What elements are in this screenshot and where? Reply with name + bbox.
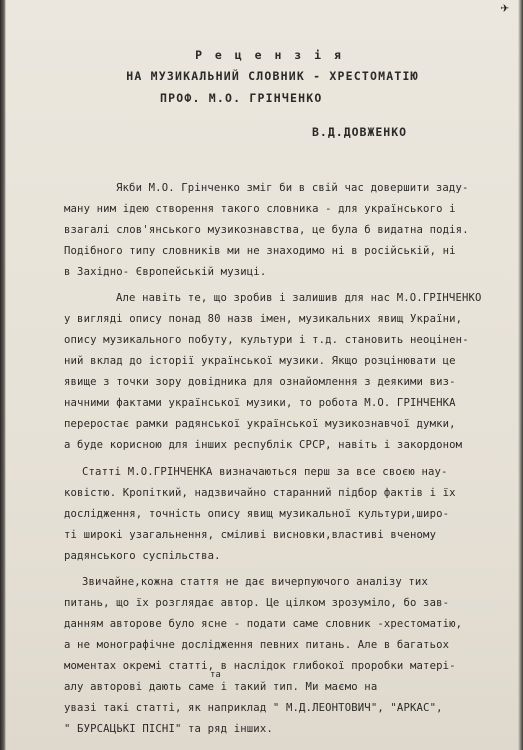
body-line: данням авторове було ясне - подати саме словник -хрестоматію, (64, 618, 463, 630)
body-line: в Західно- Європейській музиці. (64, 266, 267, 278)
body-line: " БУРСАЦЬКІ ПІСНІ" та ряд інших. (64, 723, 273, 735)
body-line: радянського суспільства. (64, 550, 221, 562)
review-subtitle: НА МУЗИКАЛЬНИЙ СЛОВНИК - ХРЕСТОМАТІЮ (126, 69, 419, 83)
body-line: ковістю. Кропіткий, надзвичайно старанний підбор фактів і їх (64, 487, 456, 499)
body-line: а буде корисною для інших республік СРСР, навіть і закордоном (64, 439, 463, 451)
body-line: ману ним ідею створення такого словника - для українського і (64, 203, 456, 215)
body-line: Але навіть те, що зробив і залишив для нас М.О.ГРІНЧЕНКО (116, 292, 482, 304)
body-line: Подібного типу словників ми не знаходимо ні в російській, ні (64, 245, 456, 257)
body-line: питань, що їх розглядає автор. Це цілком зрозуміло, бо зав- (64, 597, 450, 609)
author-name: В.Д.ДОВЖЕНКО (312, 125, 408, 139)
handwritten-insertion: та (210, 670, 221, 680)
corner-mark: ✈ (500, 0, 509, 16)
body-line: взагалі слов'янського музикознавства, це була б видатна подія. (64, 224, 469, 236)
body-line: моментах окремі статті, в наслідок глибокої проробки матері- (64, 660, 456, 672)
body-line: Якби М.О. Грінченко зміг би в свій час довершити заду- (116, 182, 469, 194)
body-line: Статті М.О.ГРІНЧЕНКА визначаються перш за все своєю нау- (82, 466, 448, 478)
body-line: увазі такі статті, як наприклад " М.Д.ЛЕОНТОВИЧ", "АРКАС", (64, 702, 443, 714)
body-line: явище з точки зору довідника для ознайомлення з деякими виз- (64, 376, 456, 388)
body-line: алу авторові дають саме і такий тип. Ми маємо на (64, 681, 378, 693)
body-line: опису музикального побуту, культури і т.д. становить неоцінен- (64, 334, 469, 346)
body-line: ний вклад до історії української музики. Якщо розцінювати це (64, 355, 456, 367)
body-line: ті широкі узагальнення, сміливі висновки,властиві вченому (64, 529, 437, 541)
review-title: Р е ц е н з і я (195, 48, 344, 62)
body-line: у вигляді опису понад 80 назв імен, музикальних явищ України, (64, 313, 463, 325)
review-subject: ПРОФ. М.О. ГРІНЧЕНКО (160, 91, 323, 105)
body-line: переростає рамки радянської української музикознавчої думки, (64, 418, 456, 430)
page-shadow-right (518, 0, 523, 750)
body-line: начними фактами української музики, то робота М.О. ГРІНЧЕНКА (64, 397, 456, 409)
page-shadow-left (0, 0, 6, 750)
body-line: Звичайне,кожна стаття не дає вичерпуючого аналізу тих (82, 576, 428, 588)
body-line: дослідження, точність опису явищ музикальної культури,широ- (64, 508, 450, 520)
body-line: а не монографічне дослідження певних питань. Але в багатьох (64, 639, 450, 651)
